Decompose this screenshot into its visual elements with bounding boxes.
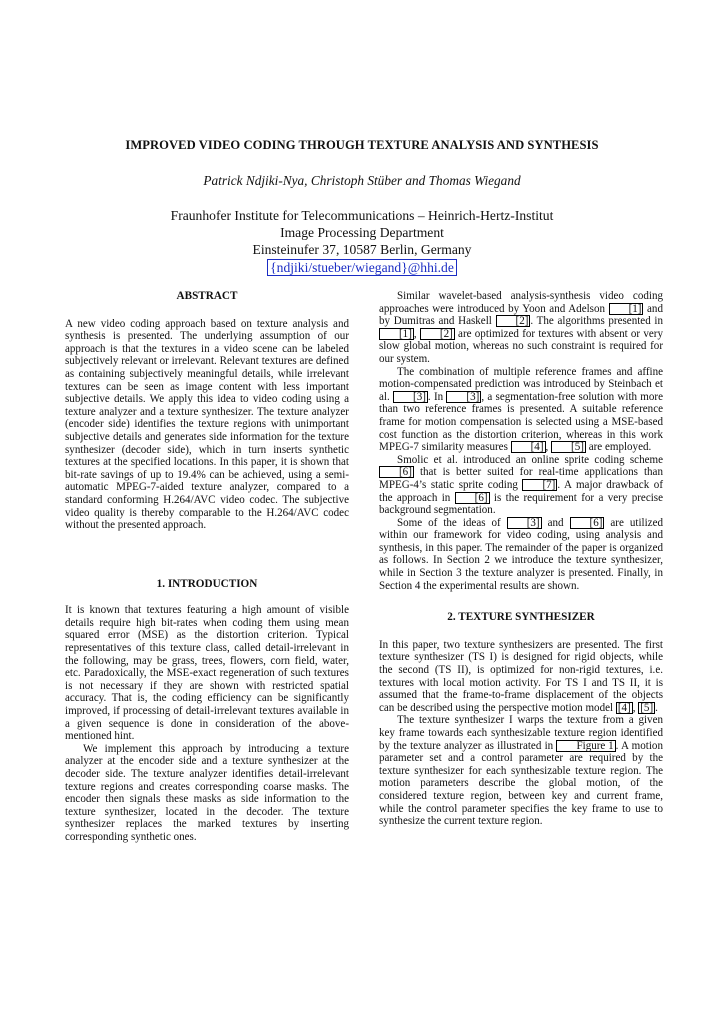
citation-link[interactable]: [3] xyxy=(393,391,428,403)
citation-link[interactable]: [2] xyxy=(420,328,455,340)
abstract-heading: ABSTRACT xyxy=(176,290,238,302)
citation-link[interactable]: [6] xyxy=(570,517,605,529)
texture-synthesizer-heading: 2. TEXTURE SYNTHESIZER xyxy=(447,611,595,624)
citation-link[interactable]: [6] xyxy=(455,492,490,504)
left-column xyxy=(65,290,349,844)
related-work-paragraph-3 xyxy=(379,454,663,517)
text-run: The texture synthesizer I warps the texture from a given key frame towards each synthesizable texture region identified by the texture analyzer as illustrated in xyxy=(379,714,663,752)
institute-name: Fraunhofer Institute for Telecommunications – Heinrich-Hertz-Institut xyxy=(170,208,554,223)
text-run: , xyxy=(413,327,420,340)
text-run: is the requirement for a very precise background segmentation. xyxy=(379,491,663,517)
text-run: , xyxy=(632,701,639,714)
citation-link[interactable]: [3] xyxy=(446,391,481,403)
text-run: , a segmentation-free solution with more than two reference frames is presented. A suitable reference frame for motion compensation is selected using a MSE-based cost function as the distortion criterion, whereas in this work MPEG-7 similarity measures xyxy=(379,390,664,454)
synthesizer-paragraph-1 xyxy=(379,639,663,715)
text-run: . A major drawback of the approach in xyxy=(379,478,663,504)
author-list: Patrick Ndjiki-Nya, Christoph Stüber and Thomas Wiegand xyxy=(203,173,521,188)
related-work-paragraph-2 xyxy=(379,366,663,454)
figure-link[interactable]: Figure 1 xyxy=(556,740,615,752)
text-run: are employed. xyxy=(585,441,652,454)
intro-paragraph-1: It is known that textures featuring a high amount of visible details require high bit-rates when coding them using mean squared error (MSE) as the distortion criterion. Typical representatives of this texture class, called detail-irrelevant in the following, may be grass, trees, flowers, corn field, water, etc. Paradoxically, the MSE-exact regeneration of such textures is not necessary if they are shown with restricted spatial accuracy. That is, the coding efficiency can be significantly improved, if processing of detail-irrelevant textures available in a given sequence is done in consideration of the above-mentioned hint. xyxy=(65,604,349,743)
right-column xyxy=(379,290,663,828)
introduction-heading: 1. INTRODUCTION xyxy=(156,577,258,590)
citation-link[interactable]: [1] xyxy=(379,328,414,340)
citation-link[interactable]: [2] xyxy=(496,315,531,327)
text-run: . In xyxy=(427,390,447,403)
related-work-paragraph-1 xyxy=(379,290,663,366)
text-run: . The algorithms presented in xyxy=(530,315,663,328)
citation-link[interactable]: [5] xyxy=(640,701,654,714)
citation-link[interactable]: [1] xyxy=(609,303,644,315)
affiliation-block xyxy=(0,207,724,276)
citation-link[interactable]: [4] xyxy=(617,701,631,714)
text-run: Smolic et al. introduced an online sprite coding scheme xyxy=(397,453,663,466)
abstract-text: A new video coding approach based on texture analysis and synthesis is presented. The underlying assumption of our approach is that the textures in a video scene can be labeled subjectively relevant or irrelevant. Relevant textures are defined as containing subjectively meaningful details, while irrelevant textures can be seen as image content with less important subjective details. We apply this idea to video coding using a texture analyzer and a texture synthesizer. The texture analyzer (encoder side) identifies the texture regions with unimportant subjective details and generates side information for the texture synthesizer (decoder side), which in turn inserts synthetic textures at the specified locations. In this paper, it is shown that bit-rate savings of up to 19.4% can be achieved, using a semi-automatic MPEG-7-aided texture analyzer, compared to a standard conforming H.264/AVC video codec. The subjective video quality is thereby comparable to the H.264/AVC codec without the presented approach. xyxy=(65,317,349,532)
text-run: are utilized within our framework for video coding, using analysis and synthesis, in this paper. The remainder of the paper is organized as follows. In Section 2 we introduce the texture synthesizer, while in Section 3 the texture analyzer is presented. Finally, in Section 4 the experimental results are shown. xyxy=(379,516,663,592)
email-link[interactable]: {ndjiki/stueber/wiegand}@hhi.de xyxy=(267,259,457,276)
citation-link[interactable]: [5] xyxy=(551,441,586,453)
synthesizer-paragraph-2 xyxy=(379,714,663,827)
department-name: Image Processing Department xyxy=(280,225,444,241)
text-run: that is better suited for real-time applications than MPEG-4’s static sprite coding xyxy=(379,466,663,491)
paper-title: IMPROVED VIDEO CODING THROUGH TEXTURE ANALYSIS AND SYNTHESIS xyxy=(125,138,599,152)
text-run: In this paper, two texture synthesizers are presented. The first texture synthesizer (TS I) is designed for rigid objects, while the second (TS II), is optimized for non-rigid textures, i.e. textures with local motion activity. For TS I and TS II, it is assumed that the frame-to-frame displacement of the objects can be described using the perspective motion model xyxy=(379,638,663,714)
citation-link[interactable]: [4] xyxy=(511,441,546,453)
text-run: . A motion parameter set and a control parameter are required by the texture synthesizer for each synthesizable texture region. The motion parameters describe the global motion, of the considered texture region, between key and current frame, while the control parameter specifies the key frame to use to synthesize the current texture region. xyxy=(379,739,663,828)
text-run: and xyxy=(541,516,570,529)
text-run: , xyxy=(545,441,552,454)
citation-link[interactable]: [3] xyxy=(507,517,542,529)
text-run: are optimized for textures with absent or very slow global motion, whereas no such constraint is required for our system. xyxy=(379,327,663,365)
related-work-paragraph-4 xyxy=(379,517,663,593)
citation-link[interactable]: [6] xyxy=(379,466,414,478)
text-run: and by Dumitras and Haskell xyxy=(379,302,663,328)
text-run: The combination of multiple reference frames and affine motion-compensated prediction was introduced by Steinbach et al. xyxy=(379,365,663,403)
intro-paragraph-2: We implement this approach by introducing a texture analyzer at the encoder side and a texture synthesizer at the decoder side. The texture analyzer identifies detail-irrelevant texture regions and creates corresponding coarse masks. The encoder then signals these masks as side information to the texture synthesizer, located in the decoder. The texture synthesizer replaces the marked textures by inserting corresponding synthetic ones. xyxy=(65,742,349,843)
text-run: Some of the ideas of xyxy=(397,516,507,529)
text-run: . xyxy=(655,701,658,714)
citation-link[interactable]: [7] xyxy=(522,479,557,491)
postal-address: Einsteinufer 37, 10587 Berlin, Germany xyxy=(252,242,472,258)
text-run: Similar wavelet-based analysis-synthesis video coding approaches were introduced by Yoon and Adelson xyxy=(379,290,663,315)
